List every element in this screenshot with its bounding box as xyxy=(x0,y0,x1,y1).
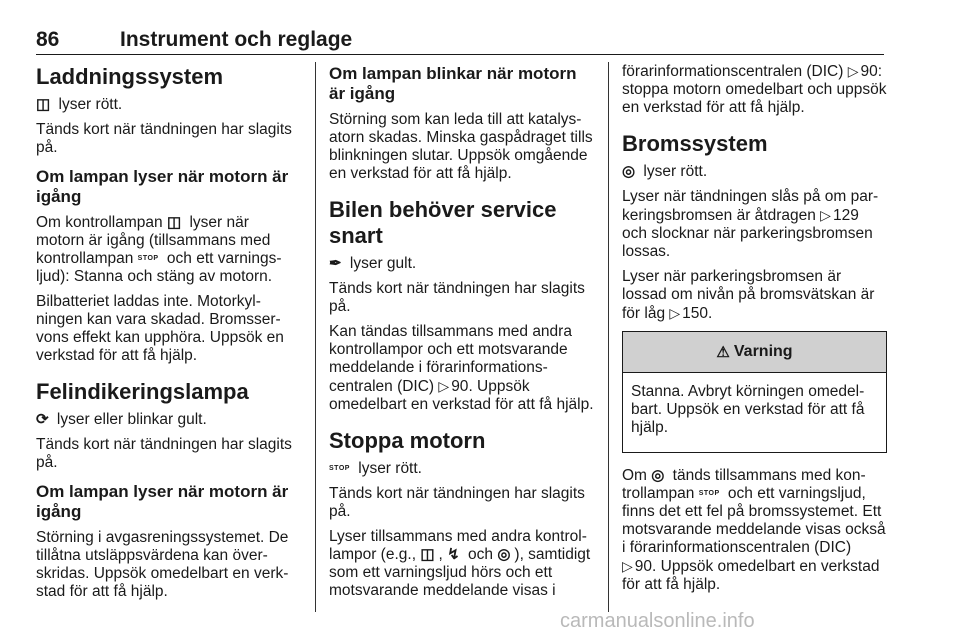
warning-triangle-icon: ⚠ xyxy=(716,344,730,361)
paragraph: Lyser tillsammans med andra kontrollampor (e.g., ◫ , ↯ och ◎ ), samtidigt som ett varningsljud hörs och ett motsvarande meddelande visas i xyxy=(329,528,591,600)
stop-icon: STOP xyxy=(698,490,720,497)
heading-service-soon: Bilen behöver service snart xyxy=(329,197,557,248)
oil-can-icon: ↯ xyxy=(447,546,460,564)
warning-header: ⚠ Varning xyxy=(623,332,886,373)
paragraph: Störning som kan leda till att katalysatorn skadas. Minska gaspådraget tills blinkningen slutar. Uppsök omgående en verkstad för att få hjälp. xyxy=(329,111,593,182)
page-ref: 129 xyxy=(832,207,859,224)
column-3 xyxy=(622,62,887,601)
heading-stop-engine: Stoppa motorn xyxy=(329,428,486,453)
engine-icon: ⟳ xyxy=(36,411,49,429)
battery-icon: ◫ xyxy=(166,214,182,231)
paragraph: Tänds kort när tändningen har slagits på. xyxy=(36,436,292,472)
paragraph: Om kontrollampan ◫ lyser när motorn är igång (tillsammans med kontrollampan STOP och ett varningsljud): Stanna och stäng av motorn. xyxy=(36,214,282,286)
paragraph: ◎ lyser rött. xyxy=(622,163,708,180)
paragraph: Om ◎ tänds tillsammans med kontrollampan STOP och ett varningsljud, finns det ett fel på bromssystemet. Ett motsvarande meddelande visas också i förarinformationscentralen (DIC) ▷ 90. Uppsök omedelbart en verkstad för att få hjälp. xyxy=(622,467,886,594)
paragraph: STOP lyser rött. xyxy=(329,460,422,478)
paragraph: Tänds kort när tändningen har slagits på. xyxy=(329,485,585,521)
page-ref: 90 xyxy=(860,63,878,80)
paragraph: förarinformationscentralen (DIC) ▷ 90: stoppa motorn omedelbart och uppsök en verkstad för att få hjälp. xyxy=(622,63,887,116)
section-title: Instrument och reglage xyxy=(120,28,353,51)
brake-icon: ◎ xyxy=(497,546,511,564)
column-divider-1 xyxy=(315,62,316,612)
arrow-ref-icon: ▷ xyxy=(847,63,859,79)
paragraph: Bilbatteriet laddas inte. Motorkylningen kan vara skadad. Bromsservons effekt kan upphöra. Uppsök en verkstad för att få hjälp. xyxy=(36,293,284,365)
battery-icon: ◫ xyxy=(36,96,51,113)
wrench-icon: ✒ xyxy=(329,255,342,272)
heading-brake-system: Bromssystem xyxy=(622,131,768,156)
page-header xyxy=(36,28,884,55)
column-divider-2 xyxy=(608,62,609,612)
paragraph: Tänds kort när tändningen har slagits på. xyxy=(36,121,292,156)
paragraph: Tänds kort när tändningen har slagits på. xyxy=(329,280,585,315)
arrow-ref-icon: ▷ xyxy=(669,305,681,321)
heading-malfunction-lamp: Felindikeringslampa xyxy=(36,379,249,405)
page-ref: 90 xyxy=(634,558,653,576)
stop-icon: STOP xyxy=(329,465,350,472)
brake-icon: ◎ xyxy=(622,163,636,180)
subheading: Om lampan lyser när motorn är igång xyxy=(36,167,289,206)
column-2 xyxy=(329,62,594,607)
brake-icon: ◎ xyxy=(651,467,665,484)
arrow-ref-icon: ▷ xyxy=(622,558,633,575)
paragraph: Lyser när parkeringsbromsen är lossad om nivån på bromsvätskan är för låg ▷ 150. xyxy=(622,268,875,322)
arrow-ref-icon: ▷ xyxy=(438,378,450,394)
paragraph: ✒ lyser gult. xyxy=(329,255,417,272)
warning-body: Stanna. Avbryt körningen omedelbart. Uppsök en verkstad för att få hjälp. xyxy=(631,383,865,436)
warning-box xyxy=(622,331,887,453)
paragraph: ⟳ lyser eller blinkar gult. xyxy=(36,411,207,429)
page-number: 86 xyxy=(36,28,60,51)
stop-icon: STOP xyxy=(137,255,159,262)
subheading: Om lampan blinkar när motorn är igång xyxy=(329,64,577,103)
battery-icon: ◫ xyxy=(420,546,435,564)
paragraph: Kan tändas tillsammans med andra kontrollampor och ett motsvarande meddelande i förarinformationscentralen (DIC) ▷ 90. Uppsök omedelbart en verkstad för att få hjälp. xyxy=(329,323,594,413)
subheading: Om lampan lyser när motorn är igång xyxy=(36,482,289,522)
paragraph: Lyser när tändningen slås på om parkeringsbromsen är åtdragen ▷ 129 och slocknar när parkeringsbromsen lossas. xyxy=(622,188,879,260)
column-1 xyxy=(36,62,301,608)
arrow-ref-icon: ▷ xyxy=(820,207,831,223)
paragraph: Störning i avgasreningssystemet. De tillåtna utsläppsvärdena kan överskridas. Uppsök omedelbart en verkstad för att få hjälp. xyxy=(36,529,289,601)
page-ref: 90 xyxy=(451,378,469,395)
watermark: carmanualsonline.info xyxy=(560,610,755,632)
page-ref: 150 xyxy=(682,305,709,322)
heading-charging-system: Laddningssystem xyxy=(36,64,224,89)
paragraph: ◫ lyser rött. xyxy=(36,96,123,113)
